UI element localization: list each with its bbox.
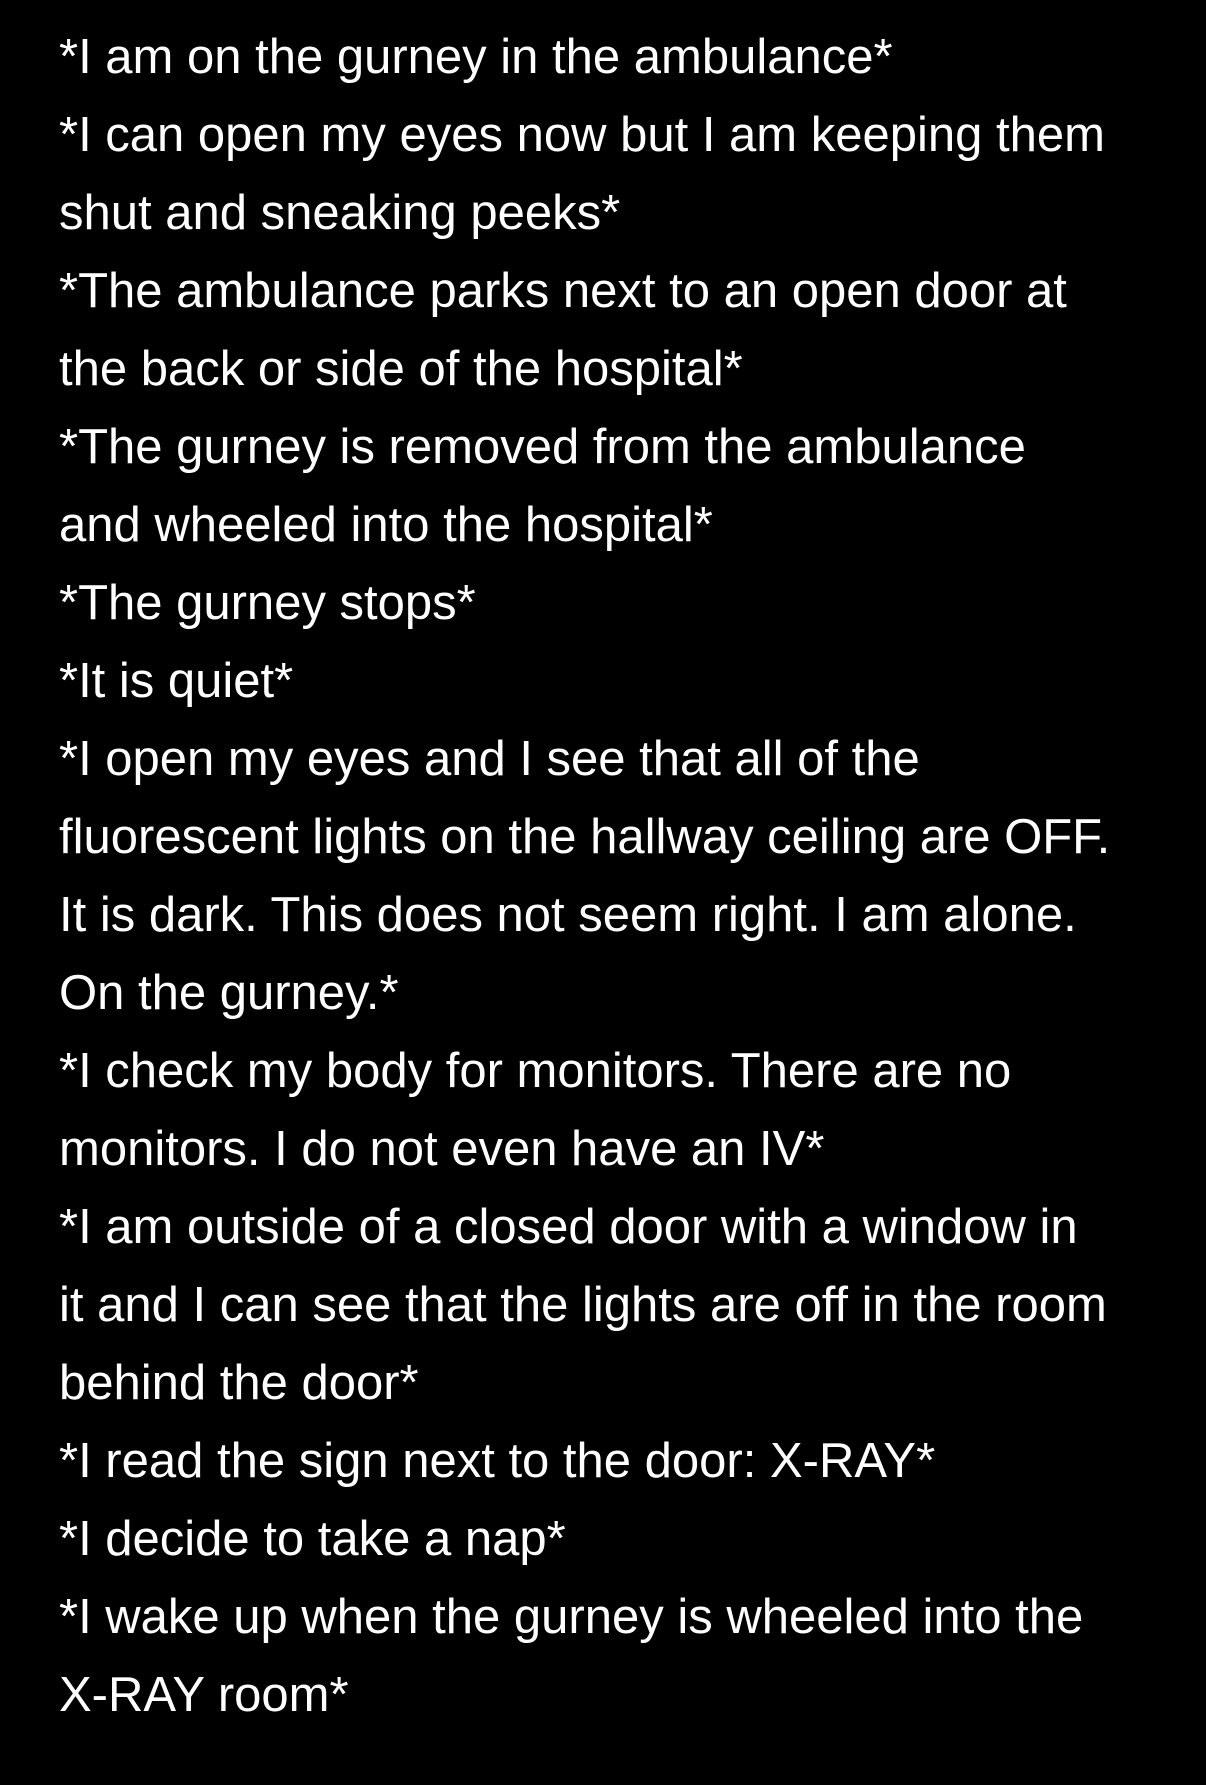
note-line: *It is quiet* [59,654,294,708]
note-line: *The gurney is removed from the ambulance [59,420,1026,474]
note-line: It is dark. This does not seem right. I am alone. [59,888,1077,942]
note-line: *The gurney stops* [59,576,476,630]
note-line: *I open my eyes and I see that all of the [59,732,920,786]
note-line: *I am on the gurney in the ambulance* [59,30,893,84]
note-line: monitors. I do not even have an IV* [59,1122,825,1176]
note-line: and wheeled into the hospital* [59,498,713,552]
note-body [59,18,1184,1734]
note-line: *I decide to take a nap* [59,1512,566,1566]
note-line: *I am outside of a closed door with a window in [59,1200,1078,1254]
note-line: shut and sneaking peeks* [59,186,621,240]
note-line: *I wake up when the gurney is wheeled into the [59,1590,1084,1644]
note-line: it and I can see that the lights are off in the room [59,1278,1107,1332]
note-line: *I can open my eyes now but I am keeping them [59,108,1105,162]
note-line: *I read the sign next to the door: X-RAY* [59,1434,936,1488]
note-line: the back or side of the hospital* [59,342,743,396]
note-line: fluorescent lights on the hallway ceiling are OFF. [59,810,1111,864]
note-line: *I check my body for monitors. There are no [59,1044,1012,1098]
note-line: On the gurney.* [59,966,399,1020]
note-line: *The ambulance parks next to an open door at [59,264,1067,318]
note-line: X-RAY room* [59,1668,349,1722]
note-line: behind the door* [59,1356,419,1410]
